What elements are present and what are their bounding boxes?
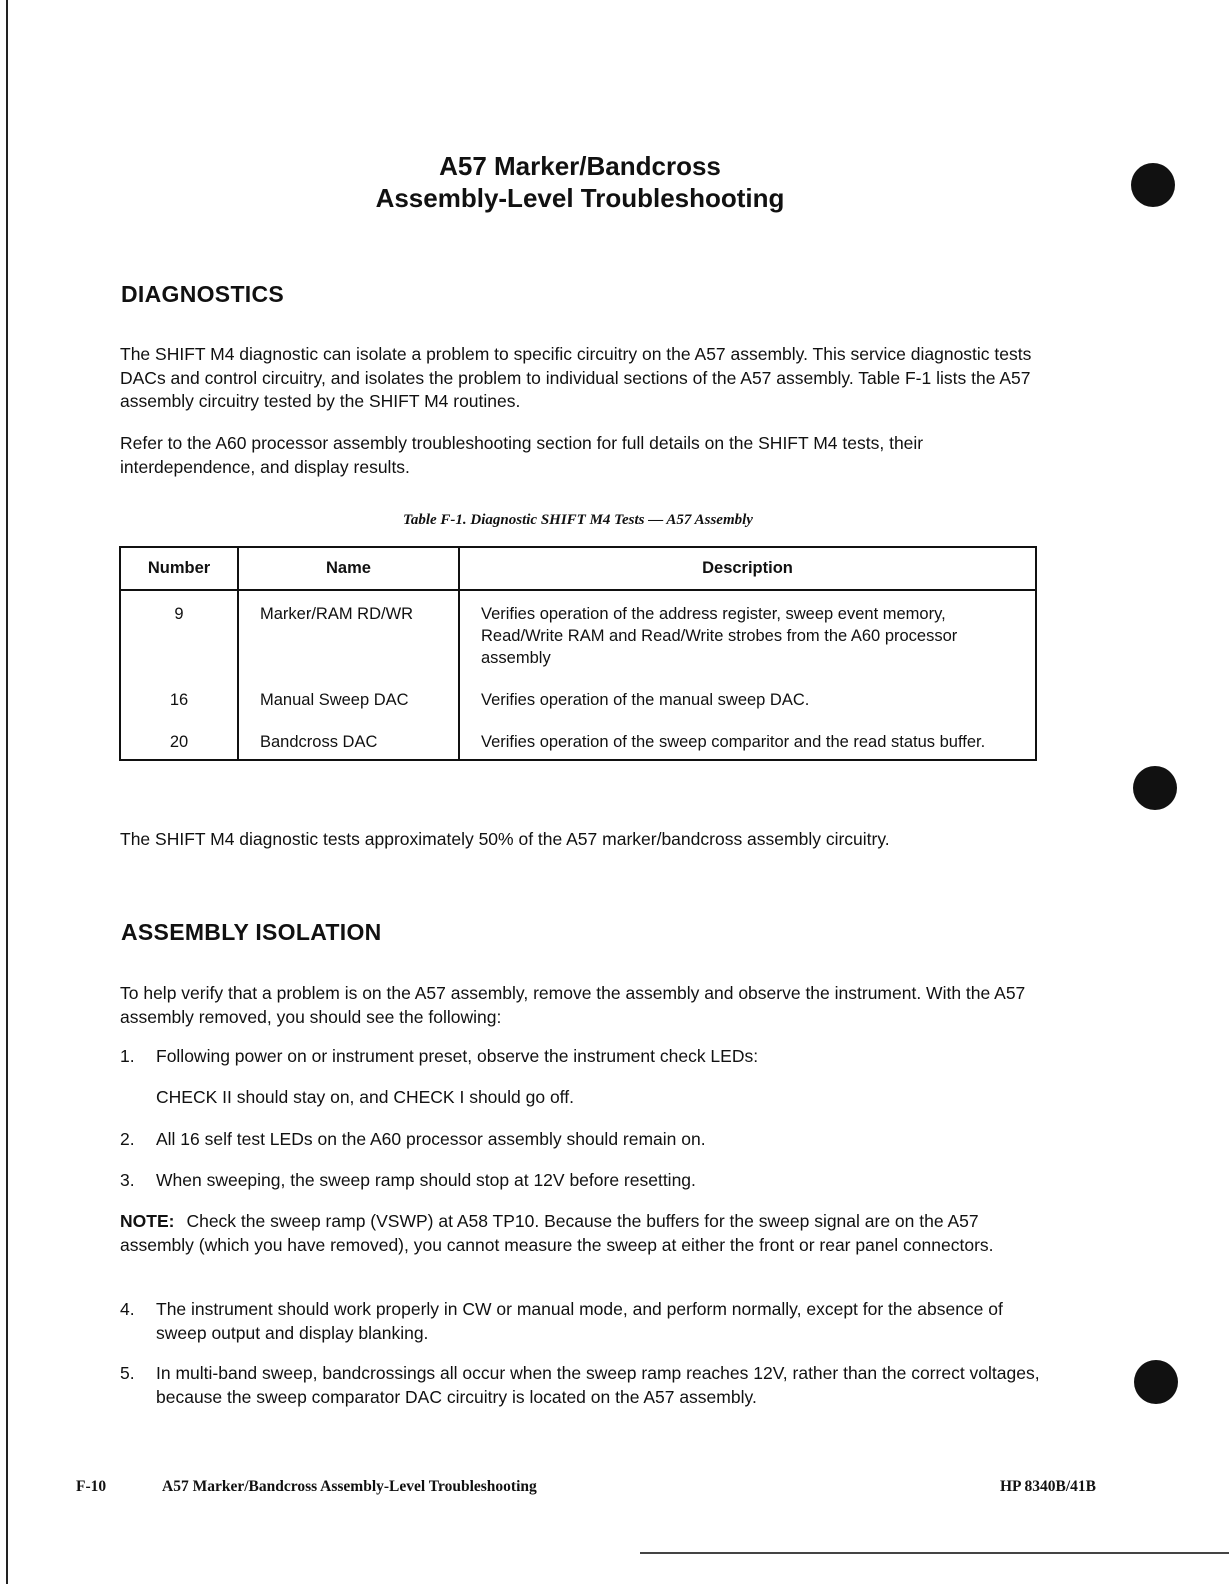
punch-hole	[1131, 163, 1175, 207]
table-row	[120, 679, 1036, 721]
column-header-number: Number	[120, 547, 238, 590]
test-number: 20	[120, 721, 238, 760]
test-description: Verifies operation of the manual sweep DAC.	[459, 679, 1036, 721]
assembly-isolation-heading: ASSEMBLY ISOLATION	[121, 919, 382, 945]
test-number: 16	[120, 679, 238, 721]
list-item	[120, 1362, 1040, 1409]
list-item	[120, 1298, 1040, 1345]
list-item-text: Following power on or instrument preset, observe the instrument check LEDs:	[156, 1046, 759, 1066]
list-item-text: All 16 self test LEDs on the A60 processor assembly should remain on.	[156, 1129, 706, 1149]
diagnostics-paragraph-2: Refer to the A60 processor assembly troubleshooting section for full details on the SHIFT M4 tests, their interdependence, and display results.	[120, 433, 924, 477]
list-item-subtext: CHECK II should stay on, and CHECK I should go off.	[156, 1087, 574, 1107]
diagnostics-summary: The SHIFT M4 diagnostic tests approximately 50% of the A57 marker/bandcross assembly circuitry.	[120, 829, 890, 849]
note-label: NOTE:	[120, 1211, 175, 1231]
page-title-line2: Assembly-Level Troubleshooting	[375, 183, 785, 213]
table-row	[120, 721, 1036, 760]
list-item-number: 2.	[120, 1129, 135, 1149]
column-header-name: Name	[238, 547, 459, 590]
list-item-text: When sweeping, the sweep ramp should stop at 12V before resetting.	[156, 1170, 696, 1190]
punch-hole	[1134, 1360, 1178, 1404]
test-description: Verifies operation of the address register, sweep event memory, Read/Write RAM and Read/Write strobes from the A60 processor assembly	[459, 590, 1036, 679]
page-title	[200, 150, 960, 214]
footer-section-title: A57 Marker/Bandcross Assembly-Level Troubleshooting	[162, 1478, 537, 1495]
note	[120, 1210, 1040, 1257]
list-item	[120, 1128, 1040, 1152]
diagnostic-tests-table	[119, 546, 1037, 761]
list-item-number: 1.	[120, 1046, 135, 1066]
list-item	[120, 1045, 1040, 1069]
page-title-line1: A57 Marker/Bandcross	[439, 151, 721, 181]
footer-rule	[640, 1552, 1229, 1554]
isolation-intro: To help verify that a problem is on the A57 assembly, remove the assembly and observe the instrument. With the A57 assembly removed, you should see the following:	[120, 983, 1026, 1027]
test-name: Bandcross DAC	[238, 721, 459, 760]
column-header-description: Description	[459, 547, 1036, 590]
table-caption: Table F-1. Diagnostic SHIFT M4 Tests — A57 Assembly	[403, 512, 753, 528]
note-text: Check the sweep ramp (VSWP) at A58 TP10. Because the buffers for the sweep signal are on the A57 assembly (which you have removed), you cannot measure the sweep at either the front or rear panel connectors.	[120, 1211, 994, 1255]
table-header-row	[120, 547, 1036, 590]
list-item-number: 5.	[120, 1363, 135, 1383]
list-item-number: 4.	[120, 1299, 135, 1319]
diagnostics-heading: DIAGNOSTICS	[121, 281, 285, 307]
table-row	[120, 590, 1036, 679]
punch-hole	[1133, 766, 1177, 810]
test-number: 9	[120, 590, 238, 679]
list-item	[120, 1169, 1040, 1193]
footer-model: HP 8340B/41B	[999, 1478, 1096, 1495]
footer-page-number: F-10	[76, 1478, 107, 1495]
test-name: Manual Sweep DAC	[238, 679, 459, 721]
left-margin-rule	[6, 0, 8, 1584]
diagnostics-paragraph-1: The SHIFT M4 diagnostic can isolate a problem to specific circuitry on the A57 assembly. This service diagnostic tests DACs and control circuitry, and isolates the problem to individual sections of the A57 assembly. Table F-1 lists the A57 assembly circuitry tested by the SHIFT M4 routines.	[120, 344, 1032, 411]
list-item-number: 3.	[120, 1170, 135, 1190]
test-name: Marker/RAM RD/WR	[238, 590, 459, 679]
list-item-text: The instrument should work properly in CW or manual mode, and perform normally, except for the absence of sweep output and display blanking.	[156, 1299, 1003, 1343]
test-description: Verifies operation of the sweep comparitor and the read status buffer.	[459, 721, 1036, 760]
list-item-text: In multi-band sweep, bandcrossings all occur when the sweep ramp reaches 12V, rather than the correct voltages, because the sweep comparator DAC circuitry is located on the A57 assembly.	[156, 1363, 1040, 1407]
